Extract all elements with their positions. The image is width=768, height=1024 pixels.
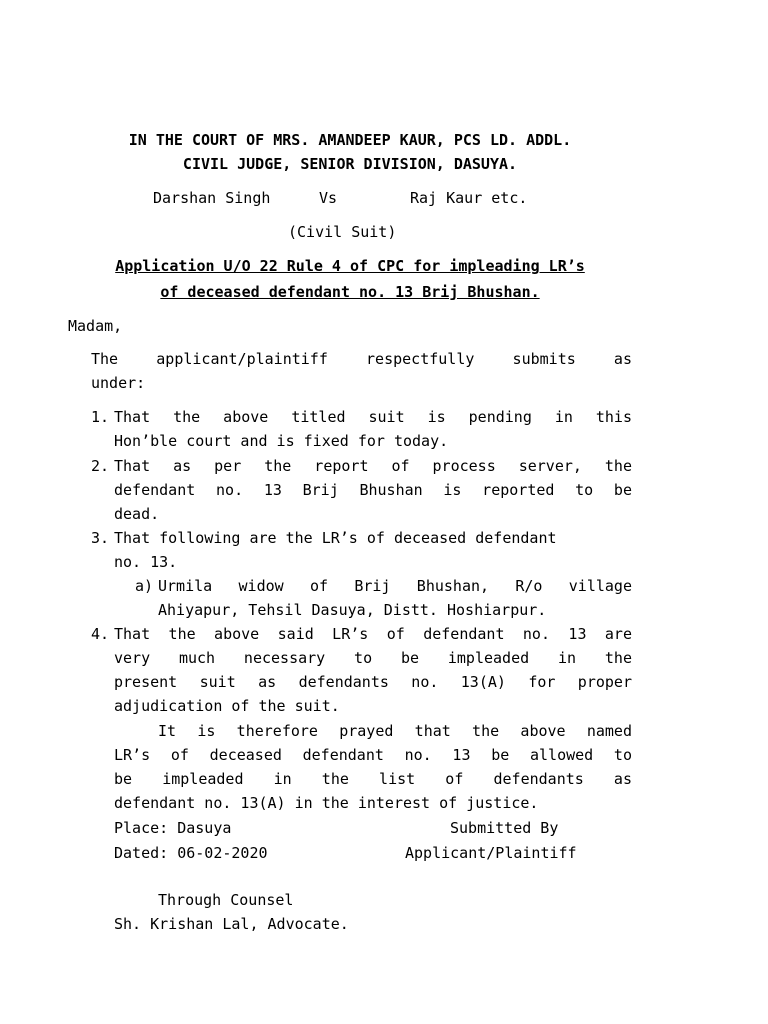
submitted-by-label: Submitted By (450, 819, 559, 837)
point-2-line-2: defendant no. 13 Brij Bhushan is reported to be (114, 481, 632, 499)
salutation: Madam, (68, 317, 123, 335)
sub-point-label: a) (135, 577, 154, 595)
point-1-line-2: Hon’ble court and is fixed for today. (114, 432, 449, 450)
sub-point-line-2: Ahiyapur, Tehsil Dasuya, Distt. Hoshiarpur. (158, 601, 547, 619)
court-heading-line-1: IN THE COURT OF MRS. AMANDEEP KAUR, PCS LD. ADDL. (128, 131, 572, 149)
point-2-line-1: That as per the report of process server, the (114, 457, 632, 475)
point-number: 1. (91, 408, 110, 426)
point-number: 3. (91, 529, 110, 547)
plaintiff-name: Darshan Singh (153, 189, 271, 207)
court-heading-line-2: CIVIL JUDGE, SENIOR DIVISION, DASUYA. (182, 155, 518, 173)
point-1-line-1: That the above titled suit is pending in this (114, 408, 632, 426)
point-4-line-2: very much necessary to be impleaded in the (114, 649, 632, 667)
point-2-line-3: dead. (114, 505, 160, 523)
point-4-line-3: present suit as defendants no. 13(A) for proper (114, 673, 632, 691)
intro-line-1: The applicant/plaintiff respectfully submits as (91, 350, 632, 368)
through-counsel-label: Through Counsel (158, 891, 294, 909)
prayer-line-3: be impleaded in the list of defendants as (114, 770, 632, 788)
application-title-line-2: of deceased defendant no. 13 Brij Bhushan. (160, 283, 540, 301)
sub-point-line-1: Urmila widow of Brij Bhushan, R/o village (158, 577, 632, 595)
defendant-name: Raj Kaur etc. (410, 189, 528, 207)
point-3-line-1: That following are the LR’s of deceased defendant (114, 529, 557, 547)
application-title-line-1: Application U/O 22 Rule 4 of CPC for impleading LR’s (115, 257, 585, 275)
point-3-line-2: no. 13. (114, 553, 178, 571)
prayer-line-4: defendant no. 13(A) in the interest of justice. (114, 794, 539, 812)
prayer-line-2: LR’s of deceased defendant no. 13 be allowed to (114, 746, 632, 764)
intro-line-2: under: (91, 374, 146, 392)
point-4-line-4: adjudication of the suit. (114, 697, 340, 715)
counsel-name: Sh. Krishan Lal, Advocate. (114, 915, 349, 933)
date-label: Dated: 06-02-2020 (114, 844, 268, 862)
point-number: 4. (91, 625, 110, 643)
place-label: Place: Dasuya (114, 819, 232, 837)
point-number: 2. (91, 457, 110, 475)
prayer-line-1: It is therefore prayed that the above named (158, 722, 632, 740)
versus-label: Vs (319, 189, 338, 207)
suit-type: (Civil Suit) (288, 223, 397, 241)
point-4-line-1: That the above said LR’s of defendant no. 13 are (114, 625, 632, 643)
applicant-label: Applicant/Plaintiff (405, 844, 577, 862)
